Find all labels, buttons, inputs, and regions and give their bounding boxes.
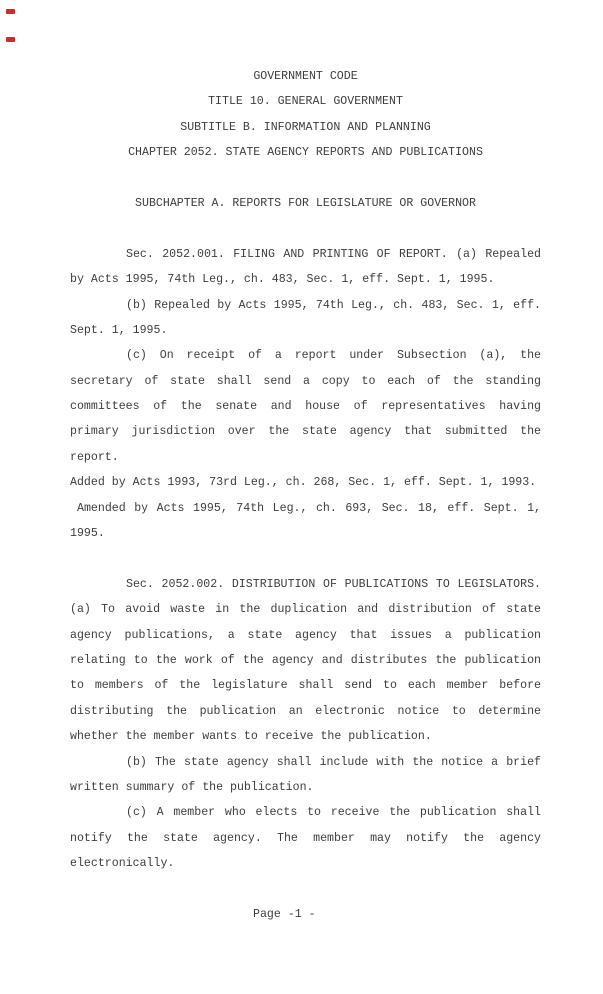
blank-line [70, 216, 541, 241]
text-line: notify the state agency. The member may notify the agency [70, 831, 541, 845]
page-number: Page -1 - [253, 907, 316, 921]
text-line: (c) A member who elects to receive the publication shall [126, 806, 541, 820]
text-line: Sept. 1, 1995. [70, 323, 168, 337]
blank-line [70, 546, 541, 571]
text-line: (a) To avoid waste in the duplication and distribution of state [70, 603, 541, 617]
text-line: (c) On receipt of a report under Subsection (a), the [126, 349, 541, 363]
text-line: primary jurisdiction over the state agency that submitted the [70, 425, 541, 439]
text-line: Sec. 2052.002. DISTRIBUTION OF PUBLICATIONS TO LEGISLATORS. [126, 577, 541, 591]
text-line: by Acts 1995, 74th Leg., ch. 483, Sec. 1, eff. Sept. 1, 1995. [70, 273, 495, 287]
annotation-mark-2 [6, 37, 15, 42]
text-line: (b) The state agency shall include with the notice a brief [126, 755, 541, 769]
text-line: to members of the legislature shall send to each member before [70, 679, 541, 693]
text-line: agency publications, a state agency that issues a publication [70, 628, 541, 642]
text-line: Added by Acts 1993, 73rd Leg., ch. 268, Sec. 1, eff. Sept. 1, 1993. [70, 476, 537, 490]
text-line: electronically. [70, 857, 175, 871]
text-line: (b) Repealed by Acts 1995, 74th Leg., ch. 483, Sec. 1, eff. [126, 298, 541, 312]
blank-line [70, 166, 541, 191]
text-line: written summary of the publication. [70, 780, 314, 794]
blank-line [70, 877, 541, 902]
text-line: distributing the publication an electronic notice to determine [70, 704, 541, 718]
annotation-mark-1 [6, 9, 15, 14]
text-line: Amended by Acts 1995, 74th Leg., ch. 693, Sec. 18, eff. Sept. 1, [77, 501, 541, 515]
text-column [70, 64, 541, 927]
text-line: relating to the work of the agency and distributes the publication [70, 653, 541, 667]
doc-title-line: SUBTITLE B. INFORMATION AND PLANNING [180, 120, 431, 134]
text-line: committees of the senate and house of representatives having [70, 400, 541, 414]
doc-title-line: CHAPTER 2052. STATE AGENCY REPORTS AND PUBLICATIONS [128, 146, 483, 160]
text-line: whether the member wants to receive the publication. [70, 730, 432, 744]
text-line: secretary of state shall send a copy to each of the standing [70, 374, 541, 388]
text-line: 1995. [70, 527, 105, 541]
text-line: Sec. 2052.001. FILING AND PRINTING OF REPORT. (a) Repealed [126, 247, 541, 261]
subchapter-heading: SUBCHAPTER A. REPORTS FOR LEGISLATURE OR GOVERNOR [135, 196, 476, 210]
doc-title-line: GOVERNMENT CODE [253, 70, 358, 83]
doc-title-line: TITLE 10. GENERAL GOVERNMENT [208, 95, 403, 109]
text-line: report. [70, 450, 119, 464]
